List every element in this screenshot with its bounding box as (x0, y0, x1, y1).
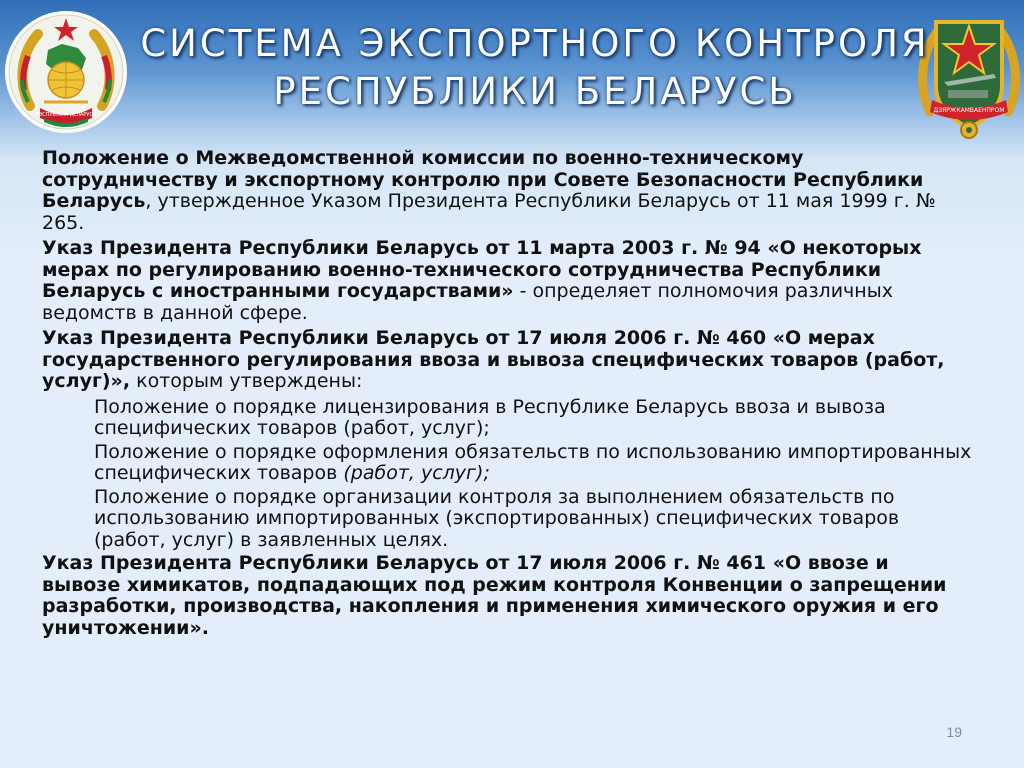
paragraph-3 (42, 328, 972, 393)
coat-of-arms-ribbon-text: РЭСПУБЛІКА БЕЛАРУСЬ (35, 112, 97, 118)
emblem-ribbon-text: ДЗЯРЖКАМВАЕНПРОМ (933, 107, 1005, 114)
paragraph-1-text: , утвержденное Указом Президента Республики Беларусь от 11 мая 1999 г. № 265. (42, 190, 936, 234)
sub-item-2-text: Положение о порядке оформления обязательств по использованию импортированных специфических товаров (94, 440, 972, 484)
sub-item-1: Положение о порядке лицензирования в Республике Беларусь ввоза и вывоза специфических товаров (работ, услуг); (94, 395, 886, 439)
slide-body (42, 148, 972, 643)
paragraph-4 (42, 553, 972, 639)
belarus-coat-of-arms-icon (4, 10, 128, 134)
slide-title-line-1: СИСТЕМА ЭКСПОРТНОГО КОНТРОЛЯ (140, 22, 930, 65)
paragraph-1-bold: Положение о Межведомственной комиссии по военно-техническому сотрудничеству и экспортному контролю при Совете Безопасности Республики Беларусь (42, 147, 924, 212)
paragraph-1 (42, 148, 972, 234)
paragraph-4-bold: Указ Президента Республики Беларусь от 17 июля 2006 г. № 461 «О ввозе и вывозе химикатов, подпадающих под режим контроля Конвенции о запрещении разработки, производства, накопления и применения химического оружия и его уничтожении». (42, 552, 947, 639)
paragraph-2-bold: Указ Президента Республики Беларусь от 11 марта 2003 г. № 94 «О некоторых мерах по регулированию военно-технического сотрудничества Республики Беларусь с иностранными государствами» (42, 237, 922, 302)
paragraph-2-text: - определяет полномочия различных ведомств в данной сфере. (42, 280, 893, 324)
sub-item-3: Положение о порядке организации контроля за выполнением обязательств по использованию импортированных (экспортированных) специфических товаров (работ, услуг) в заявленных целях. (94, 485, 900, 551)
slide-title-line-2: РЕСПУБЛИКИ БЕЛАРУСЬ (273, 70, 797, 113)
paragraph-2 (42, 238, 972, 324)
paragraph-3-text: которым утверждены: (130, 370, 363, 392)
sub-item-2 (94, 442, 972, 485)
sub-item-2-italic: (работ, услуг); (343, 462, 490, 484)
page-number: 19 (946, 724, 962, 740)
paragraph-3-bold: Указ Президента Республики Беларусь от 17 июля 2006 г. № 460 «О мерах государственного регулирования ввоза и вывоза специфических товаров (работ, услуг)», (42, 327, 945, 392)
